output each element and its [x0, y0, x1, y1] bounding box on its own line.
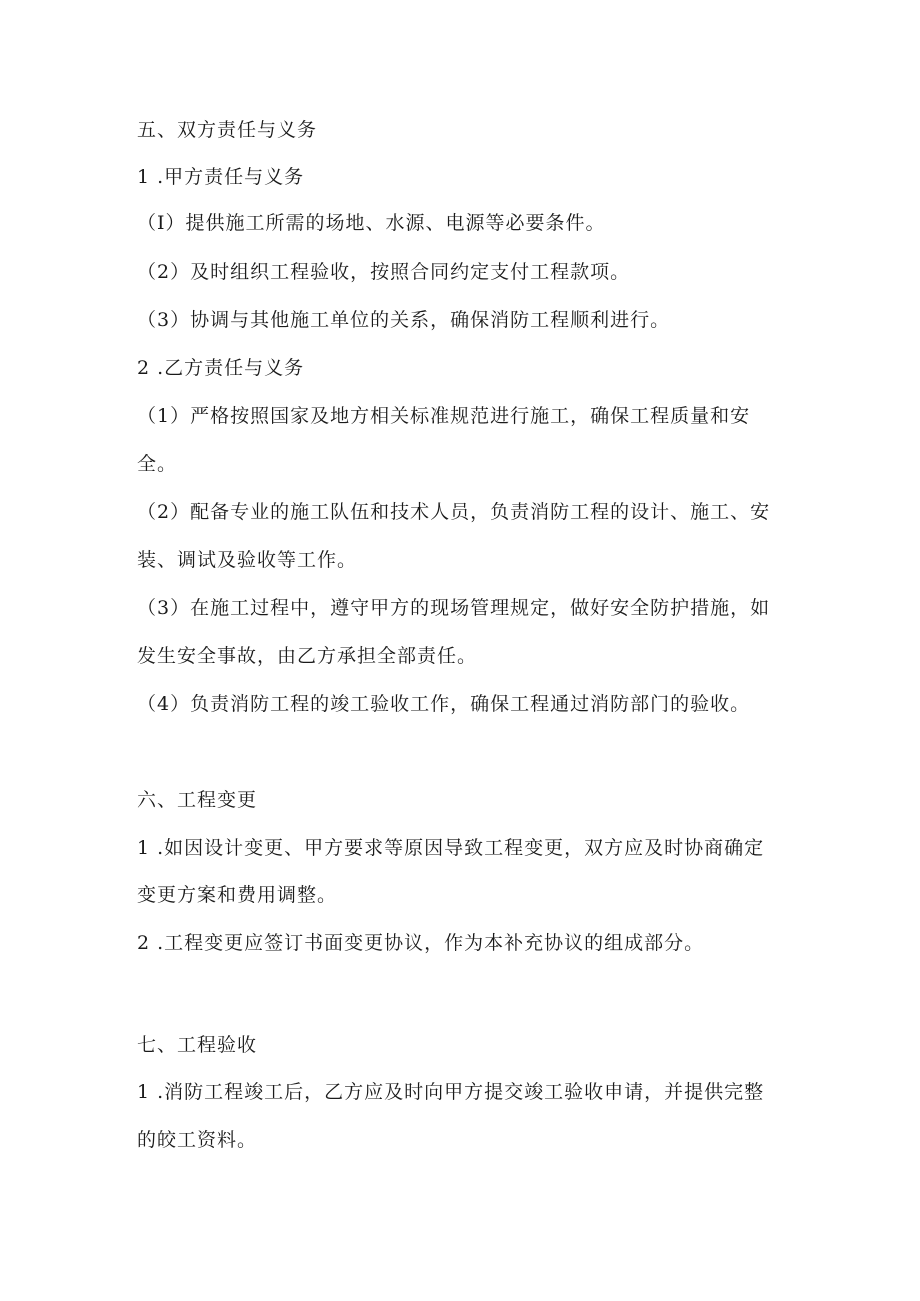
- party-a-item-1: （I）提供施工所需的场地、水源、电源等必要条件。: [137, 212, 606, 234]
- party-b-item-4: （4）负责消防工程的竣工验收工作，确保工程通过消防部门的验收。: [137, 693, 751, 715]
- party-b-item-1-line-2: 全。: [137, 453, 178, 475]
- party-b-item-3-line-2: 发生安全事故，由乙方承担全部责任。: [137, 645, 478, 667]
- party-b-item-2-line-2: 装、调试及验收等工作。: [137, 549, 358, 571]
- party-b-item-3-line-1: （3）在施工过程中，遵守甲方的现场管理规定，做好安全防护措施，如: [137, 597, 771, 619]
- party-b-item-1-line-1: （1）严格按照国家及地方相关标准规范进行施工，确保工程质量和安: [137, 405, 751, 427]
- section-heading-5: 五、双方责任与义务: [137, 119, 318, 141]
- change-item-2: 2 .工程变更应签订书面变更协议，作为本补充协议的组成部分。: [137, 932, 705, 954]
- party-a-title: 1 .甲方责任与义务: [137, 166, 305, 188]
- party-a-item-3: （3）协调与其他施工单位的关系，确保消防工程顺利进行。: [137, 309, 671, 331]
- acceptance-item-1-line-2: 的皎工资料。: [137, 1129, 258, 1151]
- party-b-title: 2 .乙方责任与义务: [137, 357, 305, 379]
- section-heading-7: 七、工程验收: [137, 1034, 258, 1056]
- acceptance-item-1-line-1: 1 .消防工程竣工后，乙方应及时向甲方提交竣工验收申请，并提供完整: [137, 1081, 765, 1103]
- change-item-1-line-1: 1 .如因设计变更、甲方要求等原因导致工程变更，双方应及时协商确定: [137, 837, 765, 859]
- party-a-item-2: （2）及时组织工程验收，按照合同约定支付工程款项。: [137, 261, 631, 283]
- party-b-item-2-line-1: （2）配备专业的施工队伍和技术人员，负责消防工程的设计、施工、安: [137, 501, 771, 523]
- section-heading-6: 六、工程变更: [137, 789, 258, 811]
- change-item-1-line-2: 变更方案和费用调整。: [137, 884, 338, 906]
